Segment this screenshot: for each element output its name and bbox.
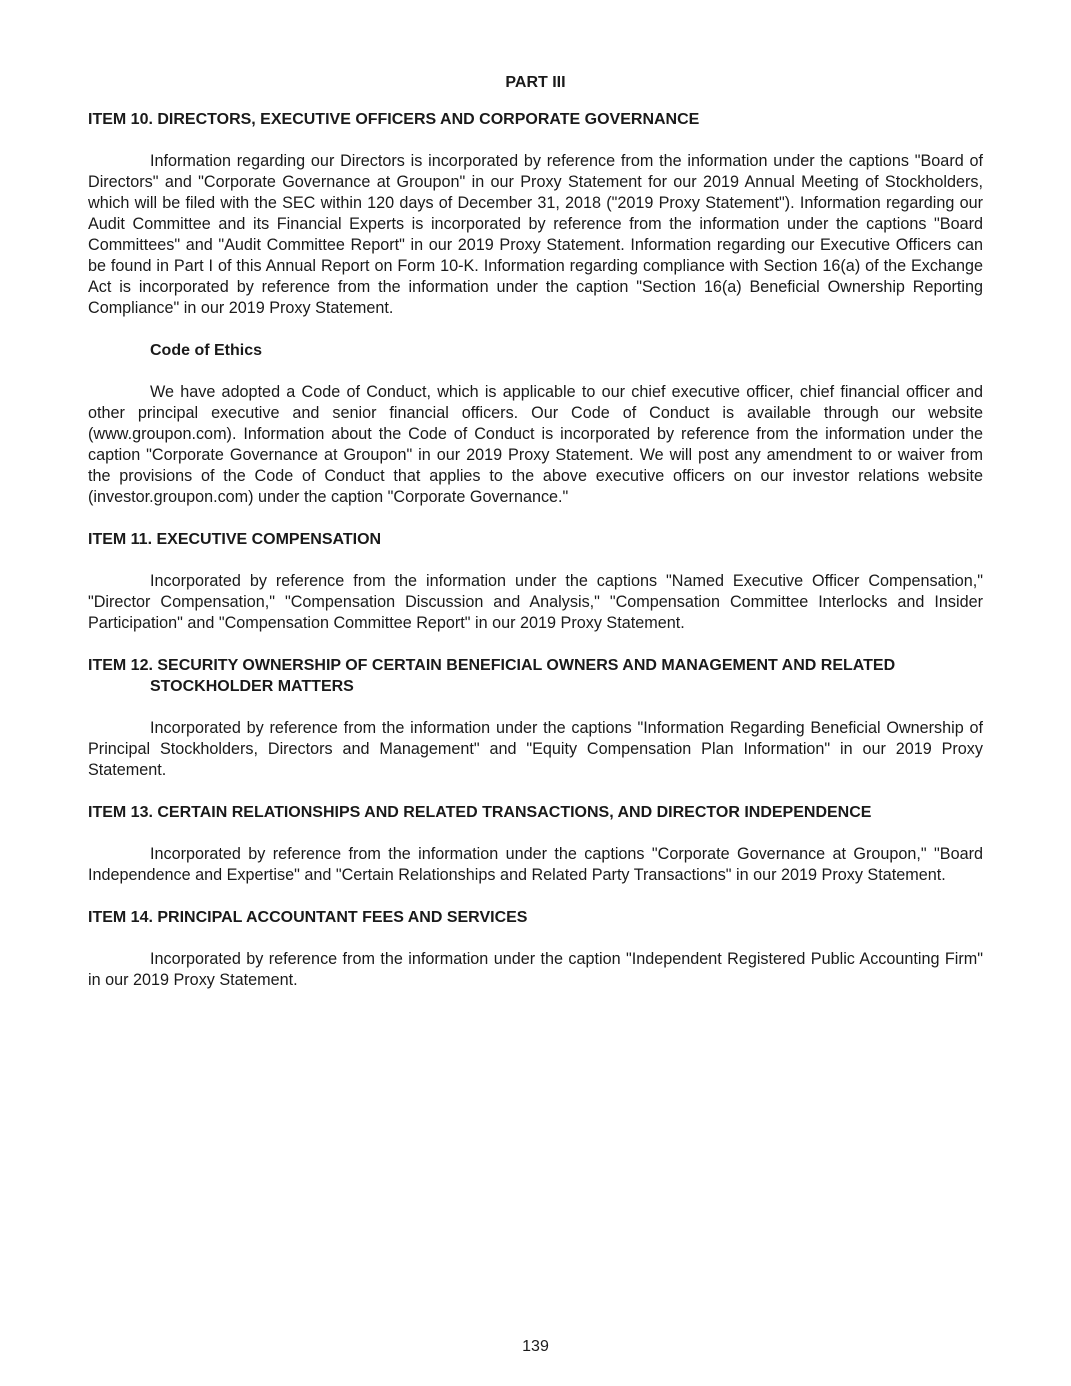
part-title: PART III [505, 74, 566, 91]
item10-paragraph: Information regarding our Directors is incorporated by reference from the information under the captions "Board of Directors" and "Corporate Governance at Groupon" in our Proxy Statement for our 2019 Annual Meeting of Stockholders, which will be filed with the SEC within 120 days of December 31, 2018 ("2019 Proxy Statement"). Information regarding our Audit Committee and its Financial Experts is incorporated by reference from the information under the captions "Board Committees" and "Audit Committee Report" in our 2019 Proxy Statement. Information regarding our Executive Officers can be found in Part I of this Annual Report on Form 10-K. Information regarding compliance with Section 16(a) of the Exchange Act is incorporated by reference from the information under the caption "Section 16(a) Beneficial Ownership Reporting Compliance" in our 2019 Proxy Statement. [88, 152, 983, 317]
item12-heading [88, 655, 983, 697]
item12-paragraph: Incorporated by reference from the information under the captions "Information Regarding Beneficial Ownership of Principal Stockholders, Directors and Management" and "Equity Compensation Plan Information" in our 2019 Proxy Statement. [88, 719, 983, 779]
item11-paragraph: Incorporated by reference from the information under the captions "Named Executive Officer Compensation," "Director Compensation," "Compensation Discussion and Analysis," "Compensation Committee Interlocks and Insider Participation" and "Compensation Committee Report" in our 2019 Proxy Statement. [88, 572, 983, 632]
item14-paragraph: Incorporated by reference from the information under the caption "Independent Registered Public Accounting Firm" in our 2019 Proxy Statement. [88, 950, 983, 989]
item14-heading: ITEM 14. PRINCIPAL ACCOUNTANT FEES AND SERVICES [88, 909, 528, 926]
item12-heading-line1: ITEM 12. SECURITY OWNERSHIP OF CERTAIN BENEFICIAL OWNERS AND MANAGEMENT AND RELATED [88, 657, 896, 674]
item12-heading-line2: STOCKHOLDER MATTERS [150, 678, 354, 695]
item10-heading: ITEM 10. DIRECTORS, EXECUTIVE OFFICERS AND CORPORATE GOVERNANCE [88, 111, 700, 128]
code-of-ethics-heading: Code of Ethics [150, 342, 263, 359]
code-of-ethics-paragraph: We have adopted a Code of Conduct, which is applicable to our chief executive officer, chief financial officer and other principal executive and senior financial officers. Our Code of Conduct is available through our website (www.groupon.com). Information about the Code of Conduct is incorporated by reference from the information under the caption "Corporate Governance at Groupon" in our 2019 Proxy Statement. We will post any amendment to or waiver from the provisions of the Code of Conduct that applies to the above executive officers on our investor relations website (investor.groupon.com) under the caption "Corporate Governance." [88, 383, 983, 506]
item13-paragraph: Incorporated by reference from the information under the captions "Corporate Governance at Groupon," "Board Independence and Expertise" and "Certain Relationships and Related Party Transactions" in our 2019 Proxy Statement. [88, 845, 983, 884]
item11-heading: ITEM 11. EXECUTIVE COMPENSATION [88, 531, 382, 548]
item13-heading: ITEM 13. CERTAIN RELATIONSHIPS AND RELATED TRANSACTIONS, AND DIRECTOR INDEPENDENCE [88, 804, 872, 821]
page-number: 139 [522, 1338, 549, 1355]
